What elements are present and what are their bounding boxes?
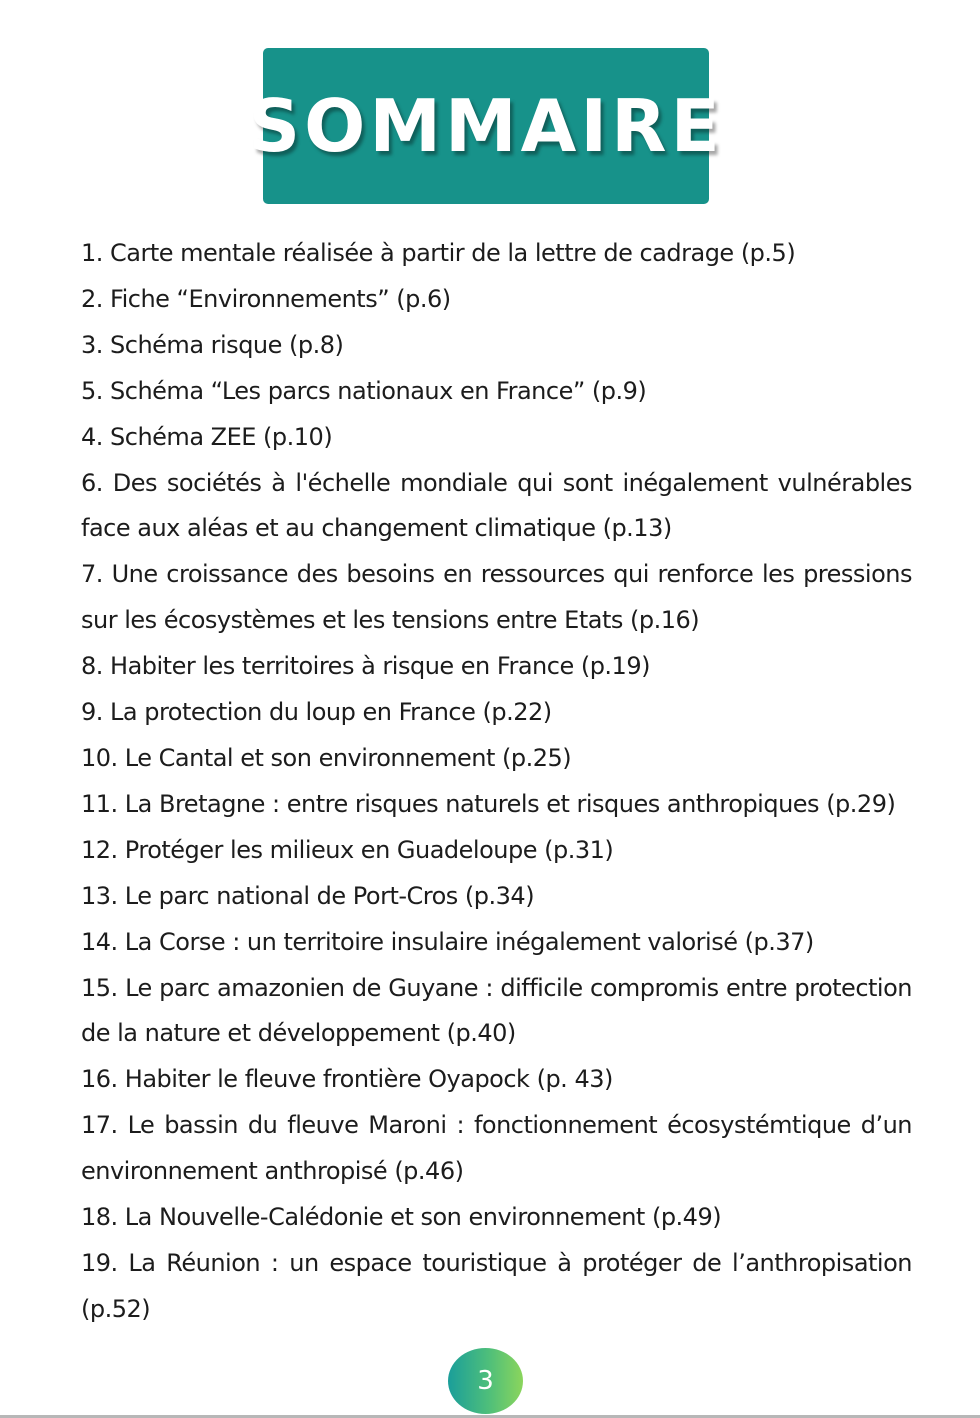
toc-entry-11: 11. La Bretagne : entre risques naturels et risques anthropiques (p.29) xyxy=(81,789,896,818)
toc-entry-12: 12. Protéger les milieux en Guadeloupe (p.31) xyxy=(81,835,614,864)
toc-entry-18: 18. La Nouvelle-Calédonie et son environnement (p.49) xyxy=(81,1203,722,1232)
toc-entry-19: 19. La Réunion : un espace touristique à protéger de l’anthropisation (p.52) xyxy=(81,1248,912,1323)
toc-entry-10: 10. Le Cantal et son environnement (p.25) xyxy=(81,743,572,772)
toc-entry-3: 3. Schéma risque (p.8) xyxy=(81,330,344,359)
toc-entry-14: 14. La Corse : un territoire insulaire inégalement valorisé (p.37) xyxy=(81,927,814,956)
toc-entry-8: 8. Habiter les territoires à risque en France (p.19) xyxy=(81,652,650,681)
toc-entry-9: 9. La protection du loup en France (p.22) xyxy=(81,698,552,727)
toc-entry-16: 16. Habiter le fleuve frontière Oyapock (p. 43) xyxy=(81,1065,613,1094)
toc-entry-17: 17. Le bassin du fleuve Maroni : fonctionnement écosystémtique d’un environnement anthropisé (p.46) xyxy=(81,1111,912,1186)
page-number: 3 xyxy=(477,1366,494,1396)
toc-entry-4: 4. Schéma ZEE (p.10) xyxy=(81,422,333,451)
page-title: SOMMAIRE xyxy=(248,84,724,168)
toc-entry-15: 15. Le parc amazonien de Guyane : difficile compromis entre protection de la nature et développement (p.40) xyxy=(81,973,912,1048)
toc-entry-1: 1. Carte mentale réalisée à partir de la lettre de cadrage (p.5) xyxy=(81,239,796,267)
toc-entry-5: 5. Schéma “Les parcs nationaux en France” (p.9) xyxy=(81,376,647,405)
toc-entry-7: 7. Une croissance des besoins en ressources qui renforce les pressions sur les écosystèmes et les tensions entre Etats (p.16) xyxy=(81,560,912,635)
title-banner xyxy=(248,48,724,204)
toc-entry-2: 2. Fiche “Environnements” (p.6) xyxy=(81,284,451,313)
page-number-badge xyxy=(448,1348,523,1414)
table-of-contents xyxy=(81,231,912,1333)
toc-entry-13: 13. Le parc national de Port-Cros (p.34) xyxy=(81,881,535,910)
toc-entry-6: 6. Des sociétés à l'échelle mondiale qui sont inégalement vulnérables face aux aléas et au changement climatique (p.13) xyxy=(81,468,912,543)
